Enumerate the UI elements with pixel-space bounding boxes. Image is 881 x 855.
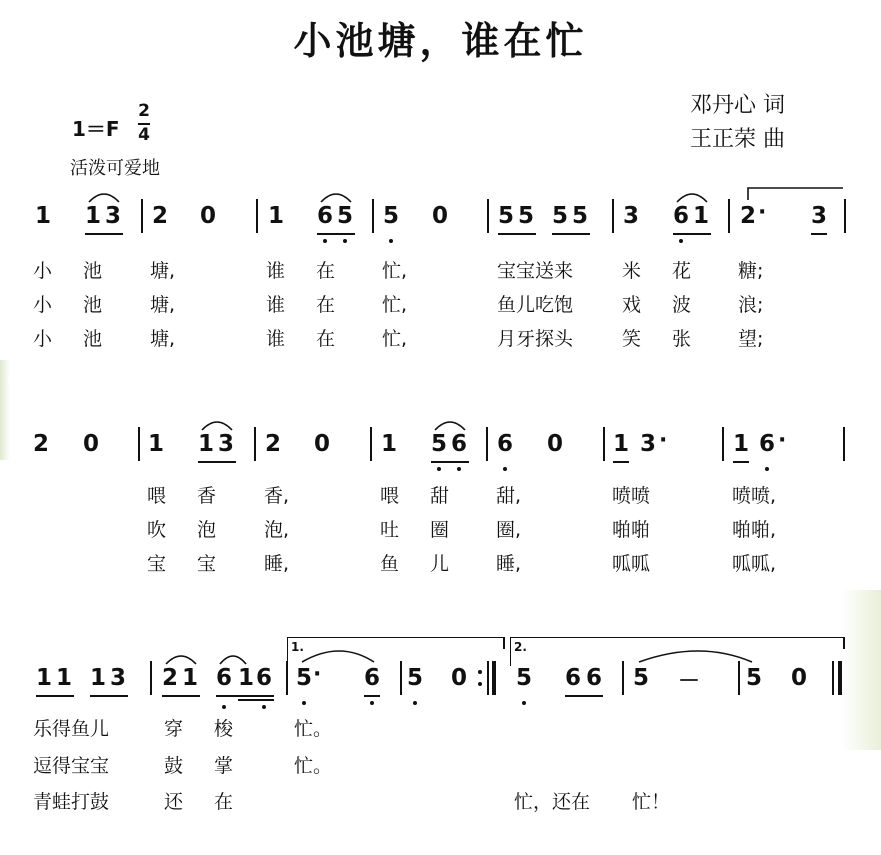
rest: 0 xyxy=(432,203,449,229)
lyric: 啪啪, xyxy=(732,519,777,541)
lyric: 忙！ xyxy=(632,791,671,813)
note: 1 xyxy=(56,665,73,691)
lyric: 乐得鱼儿 xyxy=(33,718,110,740)
slur xyxy=(166,656,196,664)
lyric: 小 xyxy=(33,294,53,316)
tie xyxy=(302,651,374,662)
note: 6 xyxy=(317,203,334,229)
note: 6 xyxy=(673,203,690,229)
lyric: 圈 xyxy=(430,519,450,541)
lyric: 波 xyxy=(672,294,692,316)
note: 5 xyxy=(407,665,424,691)
lyric: 逗得宝宝 xyxy=(33,755,110,777)
note: 5 xyxy=(296,665,313,691)
note: 6 xyxy=(364,665,381,691)
lyric: 穿 xyxy=(164,718,184,740)
lyric: 儿 xyxy=(430,553,450,575)
note: 3 xyxy=(623,203,640,229)
lyric: 喷喷, xyxy=(732,485,777,507)
lyric: 鱼儿吃饱 xyxy=(497,294,574,316)
note: 2 xyxy=(265,431,282,457)
note: 6 xyxy=(565,665,582,691)
slur xyxy=(677,194,707,202)
rest: 0 xyxy=(451,665,468,691)
augmentation-dot: · xyxy=(313,662,322,687)
second-ending-label: 2. xyxy=(514,640,527,654)
lyric: 浪; xyxy=(738,294,764,316)
lyric: 忙，还在 xyxy=(514,791,591,813)
note: 6 xyxy=(216,665,233,691)
note: 1 xyxy=(148,431,165,457)
note: 3 xyxy=(110,665,127,691)
first-ending-label: 1. xyxy=(291,640,304,654)
lyric: 梭 xyxy=(214,718,234,740)
lyric: 谁 xyxy=(266,328,286,350)
rest: 0 xyxy=(83,431,100,457)
note: 3 xyxy=(105,203,122,229)
time-signature-bottom: 4 xyxy=(138,125,150,145)
lyric: 鼓 xyxy=(164,755,184,777)
lyric: 米 xyxy=(622,260,642,282)
lyric: 泡, xyxy=(264,519,290,541)
note: 1 xyxy=(198,431,215,457)
lyric: 谁 xyxy=(266,294,286,316)
slur xyxy=(321,194,351,202)
note: 5 xyxy=(572,203,589,229)
lyric: 宝 xyxy=(147,553,167,575)
lyric: 在 xyxy=(316,328,336,350)
lyric: 忙。 xyxy=(294,718,333,740)
lyric: 在 xyxy=(316,260,336,282)
lyric: 喷喷 xyxy=(612,485,651,507)
lyric: 呱呱, xyxy=(732,553,777,575)
note: 1 xyxy=(268,203,285,229)
slur xyxy=(435,422,465,430)
lyric: 塘, xyxy=(150,328,176,350)
note: 5 xyxy=(516,665,533,691)
note: 1 xyxy=(693,203,710,229)
note: 1 xyxy=(182,665,199,691)
note: 2 xyxy=(740,203,757,229)
note: 6 xyxy=(256,665,273,691)
lyric: 池 xyxy=(83,294,103,316)
lyric: 池 xyxy=(83,328,103,350)
note: 2 xyxy=(152,203,169,229)
rest: 0 xyxy=(791,665,808,691)
tie xyxy=(639,651,752,662)
augmentation-dot: · xyxy=(758,200,767,225)
note: 5 xyxy=(746,665,763,691)
note: 5 xyxy=(518,203,535,229)
lyric: 糖; xyxy=(738,260,764,282)
song-title: 小池塘，谁在忙 xyxy=(293,19,588,63)
lyric: 吐 xyxy=(380,519,400,541)
note: 1 xyxy=(36,665,53,691)
rest: 0 xyxy=(200,203,217,229)
slur xyxy=(202,422,232,430)
note: 1 xyxy=(35,203,52,229)
note: 1 xyxy=(381,431,398,457)
note: 6 xyxy=(497,431,514,457)
lyric: 还 xyxy=(164,791,184,813)
lyric: 圈, xyxy=(496,519,522,541)
note: 3 xyxy=(218,431,235,457)
note: 1 xyxy=(85,203,102,229)
lyric: 啪啪 xyxy=(612,519,651,541)
augmentation-dot: · xyxy=(659,428,668,453)
lyric: 青蛙打鼓 xyxy=(33,791,110,813)
note: 5 xyxy=(383,203,400,229)
lyric: 在 xyxy=(316,294,336,316)
lyric: 掌 xyxy=(214,755,234,777)
lyric: 笑 xyxy=(622,328,642,350)
lyric: 宝宝送来 xyxy=(497,260,574,282)
tempo-marking: 活泼可爱地 xyxy=(70,158,160,179)
lyric: 忙, xyxy=(382,260,408,282)
lyric: 花 xyxy=(672,260,692,282)
note: 3 xyxy=(640,431,657,457)
lyric: 在 xyxy=(214,791,234,813)
note: 5 xyxy=(633,665,650,691)
note: 2 xyxy=(162,665,179,691)
rest: 0 xyxy=(314,431,331,457)
lyric: 月牙探头 xyxy=(497,328,574,350)
lyric: 戏 xyxy=(622,294,642,316)
phrase-bracket xyxy=(748,188,843,200)
note: 1 xyxy=(733,431,750,457)
note: 1 xyxy=(90,665,107,691)
lyric: 小 xyxy=(33,260,53,282)
lyric: 睡, xyxy=(264,553,290,575)
lyric: 张 xyxy=(672,328,692,350)
note: 5 xyxy=(498,203,515,229)
key-signature: 1＝F xyxy=(72,117,120,141)
note: 3 xyxy=(811,203,828,229)
lyric: 睡, xyxy=(496,553,522,575)
lyric: 喂 xyxy=(147,485,167,507)
note: 6 xyxy=(759,431,776,457)
lyric: 香, xyxy=(264,485,290,507)
time-signature-top: 2 xyxy=(138,101,150,121)
note: 1 xyxy=(613,431,630,457)
note: 5 xyxy=(337,203,354,229)
note: 6 xyxy=(586,665,603,691)
lyricist-credit: 邓丹心 词 xyxy=(690,93,785,118)
lyric: 呱呱 xyxy=(612,553,651,575)
note: 5 xyxy=(431,431,448,457)
lyric: 忙, xyxy=(382,328,408,350)
note: 1 xyxy=(238,665,255,691)
lyric: 甜, xyxy=(496,485,522,507)
augmentation-dot: · xyxy=(778,428,787,453)
lyric: 塘, xyxy=(150,260,176,282)
lyric: 吹 xyxy=(147,519,167,541)
lyric: 泡 xyxy=(197,519,217,541)
lyric: 甜 xyxy=(430,485,450,507)
slur xyxy=(220,656,246,664)
note: 5 xyxy=(552,203,569,229)
note: 2 xyxy=(33,431,50,457)
lyric: 谁 xyxy=(266,260,286,282)
lyric: 香 xyxy=(197,485,217,507)
lyric: 喂 xyxy=(380,485,400,507)
extension-dash: － xyxy=(678,669,701,694)
lyric: 忙。 xyxy=(294,755,333,777)
rest: 0 xyxy=(547,431,564,457)
lyric: 忙, xyxy=(382,294,408,316)
lyric: 池 xyxy=(83,260,103,282)
note: 6 xyxy=(451,431,468,457)
lyric: 望; xyxy=(738,328,764,350)
lyric: 小 xyxy=(33,328,53,350)
composer-credit: 王正荣 曲 xyxy=(690,127,785,152)
lyric: 宝 xyxy=(197,553,217,575)
lyric: 鱼 xyxy=(380,553,400,575)
slur xyxy=(89,194,119,202)
lyric: 塘, xyxy=(150,294,176,316)
